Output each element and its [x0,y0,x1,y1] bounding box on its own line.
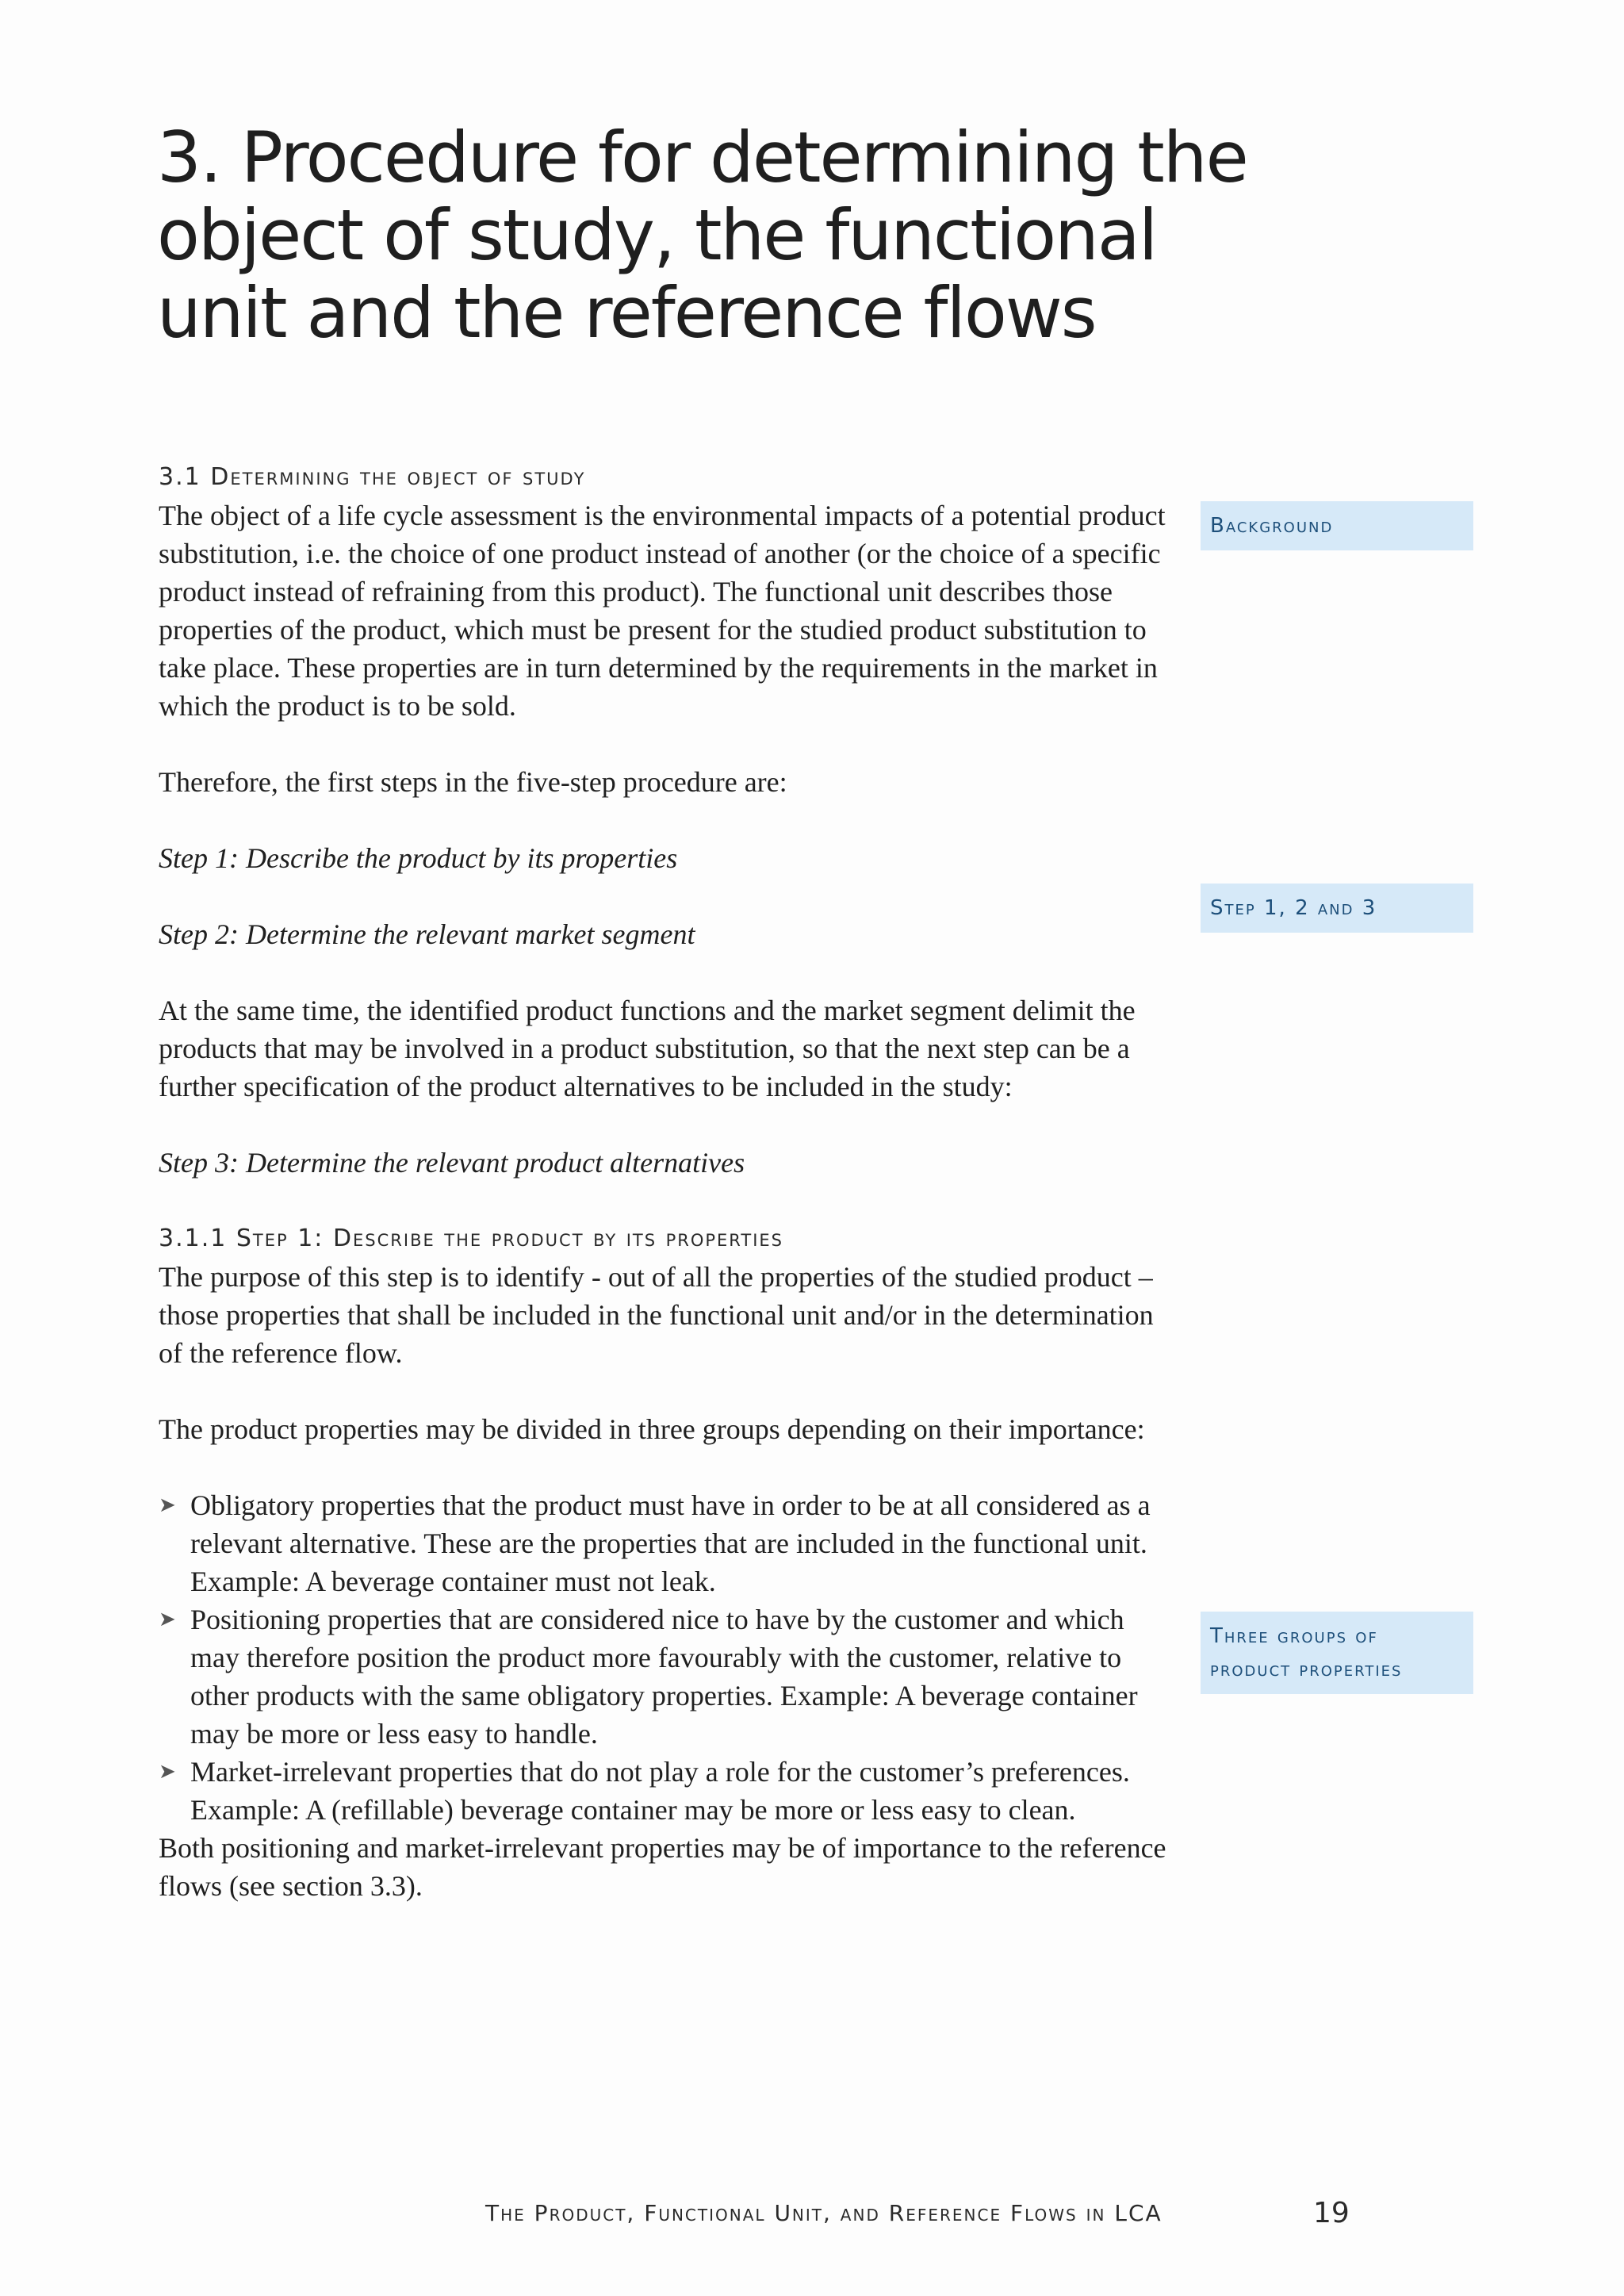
paragraph-product-functions: At the same time, the identified product functions and the market segment delimit the products that may be involved in a product substitution, so that the next step can be a further specification of the product alternatives to be included in the study: [159,995,1136,1102]
list-item-obligatory [159,1486,1174,1600]
step-1-line: Step 1: Describe the product by its properties [159,842,678,874]
page-number: 19 [1313,2197,1350,2229]
paragraph-both-properties: Both positioning and market-irrelevant properties may be of importance to the reference flows (see section 3.3). [159,1832,1166,1902]
step-3-line: Step 3: Determine the relevant product alternatives [159,1147,745,1179]
list-item-text: Obligatory properties that the product must have in order to be at all considered as a relevant alternative. These are the properties that are included in the functional unit. Example: A beverage container must not leak. [190,1489,1151,1597]
list-item-market-irrelevant [159,1753,1174,1829]
section-heading-3-1: 3.1 Determining the object of study [159,463,586,491]
margin-note-background: Background [1201,501,1473,550]
arrow-bullet-icon: ➤ [159,1760,176,1784]
paragraph-object-of-lca: The object of a life cycle assessment is the environmental impacts of a potential product substitution, i.e. the choice of one product instead of another (or the choice of a specific product instead of refraining from this product). The functional unit describes those properties of the product, which must be present for the studied product substitution to take place. These properties are in turn determined by the requirements in the market in which the product is to be sold. [159,500,1166,722]
list-item-positioning [159,1600,1174,1753]
arrow-bullet-icon: ➤ [159,1608,176,1631]
running-footer-title: The Product, Functional Unit, and Reference Flows in LCA [485,2200,1162,2226]
section-heading-3-1-1: 3.1.1 Step 1: Describe the product by its properties [159,1225,783,1252]
property-groups-list [159,1486,1174,1829]
margin-note-steps: Step 1, 2 and 3 [1201,884,1473,933]
arrow-bullet-icon: ➤ [159,1493,176,1517]
page-title: 3. Procedure for determining the object of study, the functional unit and the reference flows [157,117,1247,354]
paragraph-three-groups: The product properties may be divided in three groups depending on their importance: [159,1413,1145,1445]
step-2-line: Step 2: Determine the relevant market segment [159,918,695,950]
paragraph-first-steps: Therefore, the first steps in the five-step procedure are: [159,766,787,798]
main-content [159,458,1174,1905]
list-item-text: Market-irrelevant properties that do not play a role for the customer’s preferences. Example: A (refillable) beverage container may be more or less easy to clean. [190,1756,1130,1826]
paragraph-purpose: The purpose of this step is to identify - out of all the properties of the studied product – those properties that shall be included in the functional unit and/or in the determination of the reference flow. [159,1261,1154,1369]
margin-note-three-groups: Three groups of product properties [1201,1612,1473,1694]
list-item-text: Positioning properties that are considered nice to have by the customer and which may therefore position the product more favourably with the customer, relative to other products with the same obligatory properties. Example: A beverage container may be more or less easy to handle. [190,1604,1138,1750]
